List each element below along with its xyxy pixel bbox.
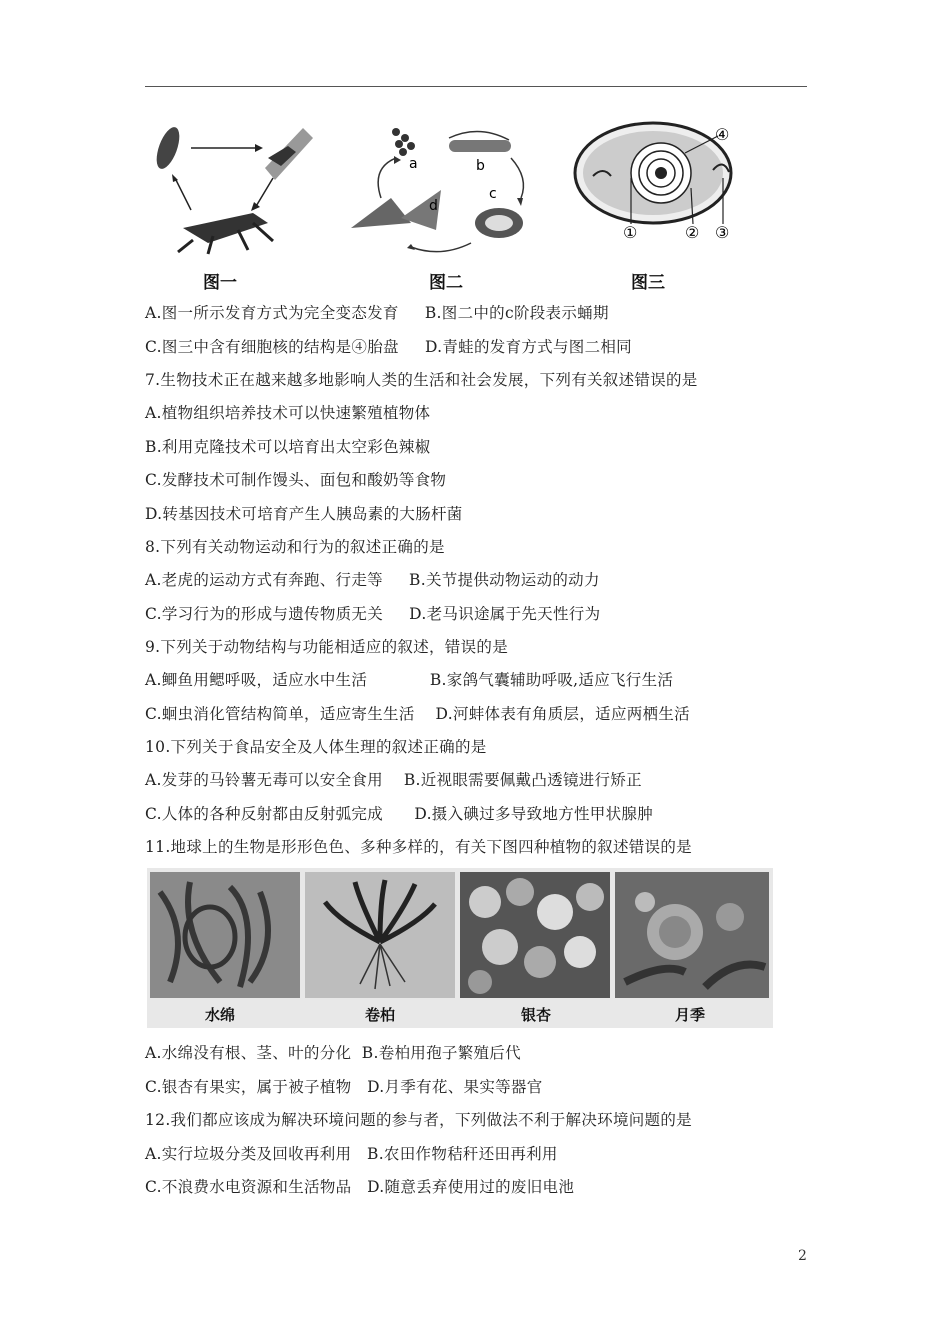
q7-option-b: B.利用克隆技术可以培育出太空彩色辣椒: [145, 438, 431, 456]
moth-cycle-diagram: [341, 118, 541, 258]
q7-option-c: C.发酵技术可制作馒头、面包和酸奶等食物: [145, 471, 447, 489]
egg-structure-diagram: [573, 118, 753, 258]
q7-option-a: A.植物组织培养技术可以快速繁殖植物体: [145, 404, 431, 422]
page-number: 2: [798, 1248, 807, 1264]
q6-option-ab: A.图一所示发育方式为完全变态发育 B.图二中的c阶段表示蛹期: [145, 304, 609, 322]
figure-two: [341, 118, 541, 293]
label-4: ④: [715, 125, 730, 144]
label-3: ③: [715, 223, 730, 242]
label-b: b: [476, 158, 485, 174]
q11-stem: 11.地球上的生物是形形色色、多种多样的，有关下图四种植物的叙述错误的是: [145, 838, 692, 856]
label-1: ①: [623, 223, 638, 242]
figure-three-caption: 图三: [631, 273, 665, 293]
q8-option-cd: C.学习行为的形成与遗传物质无关 D.老马识途属于先天性行为: [145, 605, 601, 623]
figure-one: [143, 118, 323, 293]
q11-option-cd: C.银杏有果实，属于被子植物 D.月季有花、果实等器官: [145, 1078, 543, 1096]
q7-stem: 7.生物技术正在越来越多地影响人类的生活和社会发展，下列有关叙述错误的是: [145, 371, 698, 389]
q12-stem: 12.我们都应该成为解决环境问题的参与者，下列做法不利于解决环境问题的是: [145, 1111, 692, 1129]
photo-selaginella: [305, 872, 455, 998]
photo-ginkgo: [460, 872, 610, 998]
photo-rose: [615, 872, 769, 998]
q10-stem: 10.下列关于食品安全及人体生理的叙述正确的是: [145, 738, 487, 756]
q11-option-ab: A.水绵没有根、茎、叶的分化 B.卷柏用孢子繁殖后代: [145, 1044, 521, 1062]
q7-option-d: D.转基因技术可培育产生人胰岛素的大肠杆菌: [145, 505, 463, 523]
figure-row: [143, 118, 763, 293]
q9-option-ab: A.鲫鱼用鳃呼吸，适应水中生活 B.家鸽气囊辅助呼吸,适应飞行生活: [145, 671, 674, 689]
q10-option-ab: A.发芽的马铃薯无毒可以安全食用 B.近视眼需要佩戴凸透镜进行矫正: [145, 771, 642, 789]
header-rule: [145, 86, 807, 87]
label-a: a: [409, 156, 418, 172]
q9-stem: 9.下列关于动物结构与功能相适应的叙述，错误的是: [145, 638, 508, 656]
label-rose: 月季: [675, 1006, 706, 1024]
q9-option-cd: C.蛔虫消化管结构简单，适应寄生生活 D.河蚌体表有角质层，适应两栖生活: [145, 705, 690, 723]
plant-photo-strip: [147, 868, 773, 1028]
q8-stem: 8.下列有关动物运动和行为的叙述正确的是: [145, 538, 445, 556]
photo-spirogyra: [150, 872, 300, 998]
figure-three: [573, 118, 753, 293]
label-2: ②: [685, 223, 700, 242]
label-ginkgo: 银杏: [521, 1006, 552, 1024]
label-spirogyra: 水绵: [205, 1006, 236, 1024]
label-c: c: [489, 186, 497, 202]
q12-option-cd: C.不浪费水电资源和生活物品 D.随意丢弃使用过的废旧电池: [145, 1178, 575, 1196]
label-selaginella: 卷柏: [365, 1006, 396, 1024]
figure-one-caption: 图一: [203, 273, 237, 293]
q10-option-cd: C.人体的各种反射都由反射弧完成 D.摄入碘过多导致地方性甲状腺肿: [145, 805, 653, 823]
q6-option-cd: C.图三中含有细胞核的结构是④胎盘 D.青蛙的发育方式与图二相同: [145, 338, 632, 356]
figure-two-caption: 图二: [429, 273, 463, 293]
q8-option-ab: A.老虎的运动方式有奔跑、行走等 B.关节提供动物运动的动力: [145, 571, 600, 589]
q12-option-ab: A.实行垃圾分类及回收再利用 B.农田作物秸秆还田再利用: [145, 1145, 558, 1163]
label-d: d: [429, 198, 438, 214]
grasshopper-cycle-diagram: [143, 118, 323, 258]
